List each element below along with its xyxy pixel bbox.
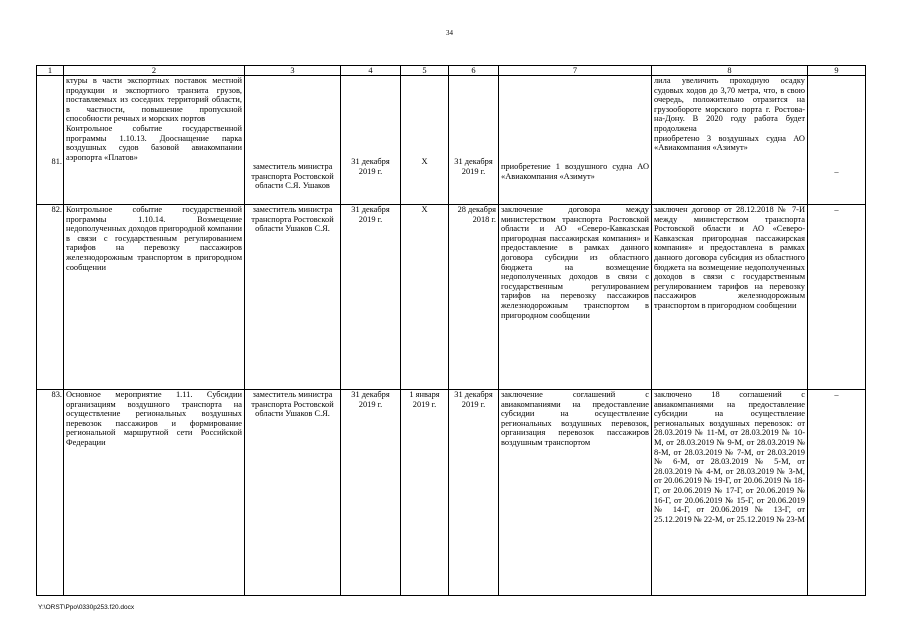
fact-start-cell <box>401 390 449 596</box>
header-cell: 2 <box>64 66 245 76</box>
planned-result-cell <box>499 76 652 205</box>
row-number-cell <box>37 390 64 596</box>
achieved-result-cell <box>652 390 808 596</box>
header-cell: 8 <box>652 66 808 76</box>
plan-end-cell <box>341 390 401 596</box>
header-cell: 9 <box>808 66 866 76</box>
responsible-cell <box>245 76 341 205</box>
header-cell: 6 <box>449 66 499 76</box>
fact-end-date: 31 декабря 2019 г. <box>454 157 493 176</box>
fact-start-date: 1 января 2019 г. <box>409 390 440 409</box>
fact-start-date: Х <box>421 157 428 166</box>
event-name-cell <box>64 390 245 596</box>
achieved-result: заключено 18 соглашений с авиакомпаниями на предоставление субсидии на осуществление региональных воздушных перевозок: от 28.03.2019 № 11-М, от 28.03.2019 № 10-М, от 28.03.2019 № 9-М, от 28.03.2019 № 8-М, от 28.03.2019 № 7-М, от 28.03.2019 № 6-М, от 28.03.2019 № 5-М, от 28.03.2019 № 4-М, от 28.03.2019 № 3-М, от 20.06.2019 № 19-Г, от 20.06.2019 № 18-Г, от 20.06.2019 № 17-Г, от 20.06.2019 № 16-Г, от 20.06.2019 № 15-Г, от 20.06.2019 № 14-Г, от 20.06.2019 № 13-Г, от 25.12.2019 № 22-М, от 25.12.2019 № 23-М <box>654 390 805 524</box>
report-table <box>36 65 866 596</box>
table-row <box>37 390 866 596</box>
planned-result: заключение соглашений с авиакомпаниями на предоставление субсидии на осуществление региональных воздушных перевозок, организация перевозок пассажиров воздушным транспортом <box>501 390 649 447</box>
continued-result-text: лила увеличить проходную осадку судовых ходов до 3,70 метра, что, в свою очередь, положительно отразится на грузообороте морского порта г. Ростова-на-Дону. В 2020 году работа будет продолжена <box>654 76 805 133</box>
achieved-result-cell <box>652 205 808 390</box>
table-row <box>37 205 866 390</box>
row-number: 82. <box>51 205 62 214</box>
row-number: 83. <box>51 390 62 399</box>
fact-start-date: Х <box>421 205 428 214</box>
notes: – <box>834 167 839 176</box>
notes: – <box>834 390 839 399</box>
responsible-person: заместитель министра транспорта Ростовской области С.Я. Ушаков <box>251 162 334 191</box>
table-row <box>37 76 866 205</box>
responsible-cell <box>245 390 341 596</box>
achieved-result-cell <box>652 76 808 205</box>
plan-end-cell <box>341 76 401 205</box>
fact-start-cell <box>401 205 449 390</box>
event-name-cell <box>64 205 245 390</box>
planned-result-cell <box>499 205 652 390</box>
notes-cell <box>808 390 866 596</box>
page-number: 34 <box>446 29 453 37</box>
notes: – <box>834 205 839 214</box>
event-name-cell <box>64 76 245 205</box>
row-number-cell <box>37 205 64 390</box>
fact-end-cell <box>449 390 499 596</box>
row-number-cell <box>37 76 64 205</box>
table-header-row <box>37 66 866 76</box>
plan-end-date: 31 декабря 2019 г. <box>351 390 390 409</box>
event-name: Контрольное событие государственной программы 1.10.13. Дооснащение парка воздушных судов базовой авиакомпании аэропорта «Платов» <box>66 123 242 162</box>
plan-end-date: 31 декабря 2019 г. <box>351 205 390 224</box>
fact-start-cell <box>401 76 449 205</box>
notes-cell <box>808 205 866 390</box>
header-cell: 1 <box>37 66 64 76</box>
event-name: Основное мероприятие 1.11. Субсидии организациям воздушного транспорта на осуществление региональных воздушных перевозок пассажиров и формирование региональной маршрутной сети Российской Федерации <box>66 390 242 447</box>
header-cell: 7 <box>499 66 652 76</box>
event-name: Контрольное событие государственной программы 1.10.14. Возмещение недополученных доходов пригородной компании в связи с государственным регулированием тарифов на перевозку пассажиров железнодорожным транспортом в пригородном сообщении <box>66 205 242 272</box>
header-cell: 3 <box>245 66 341 76</box>
header-cell: 5 <box>401 66 449 76</box>
notes-cell <box>808 76 866 205</box>
header-cell: 4 <box>341 66 401 76</box>
achieved-result: приобретено 3 воздушных судна АО «Авиакомпания «Азимут» <box>654 133 805 153</box>
file-path-footer: Y:\ORST\Ppo\0330p253.f20.docx <box>38 604 135 611</box>
responsible-person: заместитель министра транспорта Ростовской области Ушаков С.Я. <box>251 205 334 234</box>
responsible-cell <box>245 205 341 390</box>
plan-end-date: 31 декабря 2019 г. <box>351 157 390 176</box>
plan-end-cell <box>341 205 401 390</box>
fact-end-date: 31 декабря 2019 г. <box>454 390 493 409</box>
fact-end-cell <box>449 205 499 390</box>
continued-event-text: ктуры в части экспортных поставок местной продукции и экспортного транзита грузов, поставляемых из соседних территорий области, в частности, повышение пропускной способности речных и морских портов <box>66 76 242 124</box>
fact-end-cell <box>449 76 499 205</box>
planned-result: заключение договора между министерством транспорта Ростовской области и АО «Северо-Кавказская пригородная пассажирская компания» и предоставление в рамках данного договора субсидии из областного бюджета на возмещение недополученных доходов в связи с государственным регулированием тарифов на перевозку пассажиров железнодорожным транспортом в пригородном сообщении <box>501 205 649 320</box>
achieved-result: заключен договор от 28.12.2018 № 7-И между министерством транспорта Ростовской области и АО «Северо-Кавказская пригородная пассажирская компания» и предоставлена в рамках данного договора субсидия из областного бюджета на возмещение недополученных доходов в связи с государственным регулированием тарифов на перевозку пассажиров железнодорожным транспортом в пригородном сообщении <box>654 205 805 310</box>
planned-result: приобретение 1 воздушного судна АО «Авиакомпания «Азимут» <box>501 162 649 181</box>
fact-end-date: 28 декабря 2018 г. <box>457 205 496 224</box>
row-number: 81. <box>51 157 62 166</box>
responsible-person: заместитель министра транспорта Ростовской области Ушаков С.Я. <box>251 390 334 419</box>
planned-result-cell <box>499 390 652 596</box>
